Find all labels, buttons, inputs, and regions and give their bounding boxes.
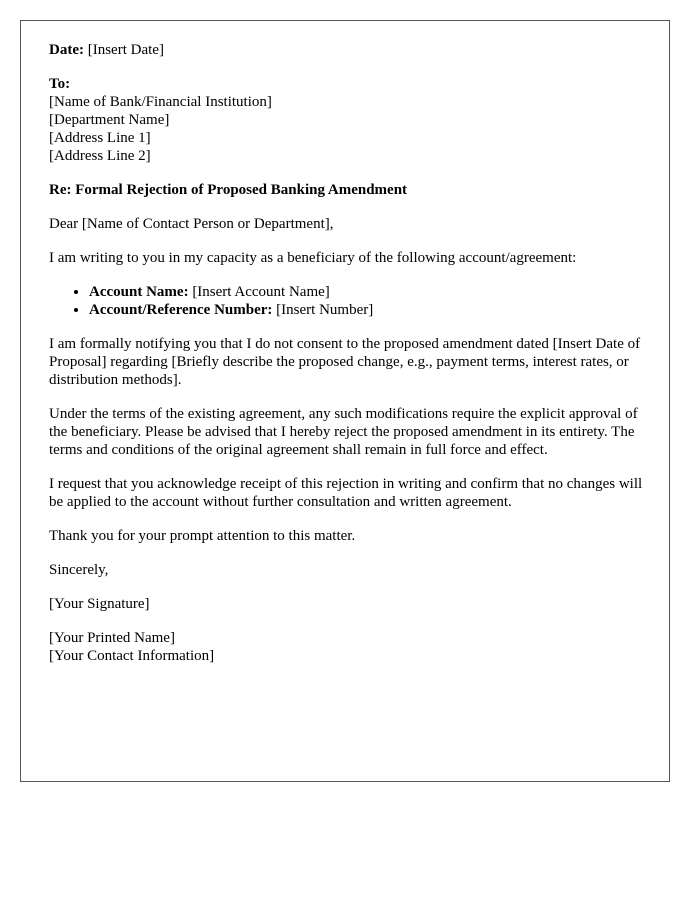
account-list [49,283,649,319]
sender-block: [Your Printed Name] [Your Contact Information] [49,630,215,664]
letter [20,20,670,782]
subject-line: Re: Formal Rejection of Proposed Banking Amendment [49,182,408,198]
paragraph: Under the terms of the existing agreement, any such modifications require the explicit approval of the beneficiary. Please be advised that I hereby reject the proposed amendment in its entirety. The terms and conditions of the original agreement shall remain in full force and effect. [49,406,638,458]
paragraph: Thank you for your prompt attention to this matter. [49,528,356,544]
salutation: Dear [Name of Contact Person or Department], [49,216,334,232]
paragraph: I am formally notifying you that I do not consent to the proposed amendment dated [Insert Date of Proposal] regarding [Briefly describe the proposed change, e.g., payment terms, interest rates, or distribution methods]. [49,336,641,388]
list-item: • Account Name: [Insert Account Name] [89,283,649,301]
paragraph: I request that you acknowledge receipt of this rejection in writing and confirm that no changes will be applied to the account without further consultation and written agreement. [49,476,643,510]
list-item: • Account/Reference Number: [Insert Number] [89,301,649,319]
recipient-block: To: [Name of Bank/Financial Institution] [Department Name] [Address Line 1] [Address Line 2] [49,76,272,164]
date-line: Date: [Insert Date] [49,42,164,58]
intro-paragraph: I am writing to you in my capacity as a beneficiary of the following account/agreement: [49,250,577,266]
signature: [Your Signature] [49,596,150,612]
closing: Sincerely, [49,562,109,578]
